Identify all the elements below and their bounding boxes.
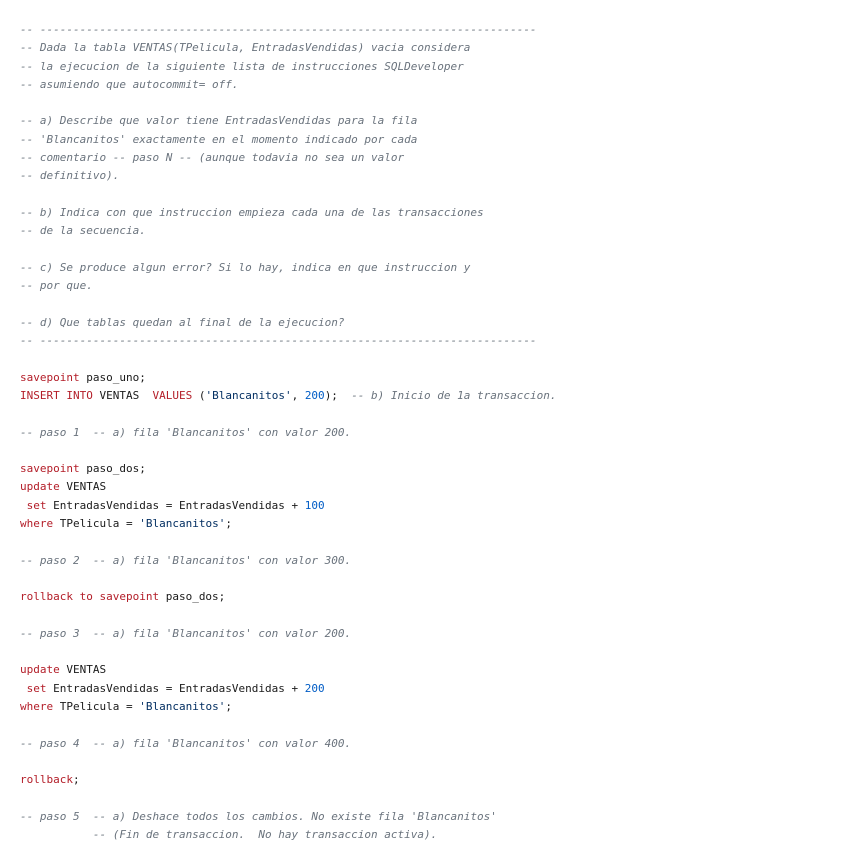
code-line <box>20 369 557 387</box>
code-line <box>20 753 557 771</box>
token-keyword: update <box>20 663 60 677</box>
token-plain-text: ; <box>72 773 80 787</box>
token-comment: -- paso 4 -- a) fila 'Blancanitos' con valor 400. <box>20 736 352 750</box>
code-line <box>20 149 557 167</box>
code-line <box>20 241 557 259</box>
token-comment: -- (Fin de transaccion. No hay transaccion activa). <box>20 828 438 842</box>
token-plain-text: TPelicula = <box>53 699 140 713</box>
code-line <box>20 625 557 643</box>
code-line <box>20 478 557 496</box>
token-plain-text: EntradasVendidas = EntradasVendidas + <box>46 498 305 512</box>
code-line <box>20 58 557 76</box>
code-line <box>20 204 557 222</box>
code-line <box>20 222 557 240</box>
token-plain-text: ); <box>324 388 352 402</box>
code-line <box>20 771 557 789</box>
code-line <box>20 826 557 844</box>
code-line <box>20 680 557 698</box>
token-comment: -- 'Blancanitos' exactamente en el momento indicado por cada <box>20 132 418 146</box>
token-plain-text: ; <box>225 517 232 531</box>
code-line <box>20 131 557 149</box>
token-comment: -- c) Se produce algun error? Si lo hay, indica en que instruccion y <box>20 260 471 274</box>
token-comment: -- b) Inicio de 1a transaccion. <box>351 388 557 402</box>
code-line <box>20 259 557 277</box>
token-string-literal: 'Blancanitos' <box>205 388 292 402</box>
code-line <box>20 424 557 442</box>
token-keyword: where <box>20 699 54 713</box>
code-line <box>20 76 557 94</box>
token-plain-text: ; <box>225 699 232 713</box>
token-keyword: savepoint <box>20 462 80 476</box>
code-line <box>20 387 557 405</box>
token-number-literal: 200 <box>304 681 325 695</box>
code-line <box>20 21 557 39</box>
token-comment: -- b) Indica con que instruccion empieza cada una de las transacciones <box>20 205 484 219</box>
token-comment: -- definitivo). <box>20 169 120 183</box>
sql-code-block <box>20 21 557 844</box>
token-comment: -- paso 2 -- a) fila 'Blancanitos' con valor 300. <box>20 553 352 567</box>
token-comment: -- de la secuencia. <box>20 224 146 238</box>
token-keyword: update <box>20 480 60 494</box>
code-line <box>20 277 557 295</box>
code-line <box>20 808 557 826</box>
token-comment: -- paso 5 -- a) Deshace todos los cambios. No existe fila 'Blancanitos' <box>20 809 497 823</box>
token-plain-text: paso_dos; <box>79 462 146 476</box>
code-line <box>20 570 557 588</box>
code-line <box>20 186 557 204</box>
token-plain-text: , <box>291 388 305 402</box>
code-line <box>20 314 557 332</box>
token-plain-text: paso_uno; <box>79 370 146 384</box>
code-line <box>20 552 557 570</box>
token-comment: -- --------------------------------------------------------------------------- <box>20 334 537 348</box>
code-line <box>20 533 557 551</box>
token-keyword: set <box>26 498 47 512</box>
token-keyword: set <box>26 681 47 695</box>
token-string-literal: 'Blancanitos' <box>139 517 226 531</box>
token-number-literal: 200 <box>304 388 325 402</box>
code-line <box>20 167 557 185</box>
token-plain-text: VENTAS <box>92 388 153 402</box>
token-comment: -- --------------------------------------------------------------------------- <box>20 23 537 36</box>
code-line <box>20 295 557 313</box>
code-line <box>20 350 557 368</box>
code-line <box>20 497 557 515</box>
token-keyword: where <box>20 517 54 531</box>
token-keyword: VALUES <box>152 388 193 402</box>
code-line <box>20 460 557 478</box>
token-comment: -- asumiendo que autocommit= off. <box>20 77 239 91</box>
token-number-literal: 100 <box>304 498 325 512</box>
token-plain-text <box>20 682 27 695</box>
code-line <box>20 716 557 734</box>
token-comment: -- comentario -- paso N -- (aunque todavia no sea un valor <box>20 151 405 165</box>
code-line <box>20 698 557 716</box>
token-plain-text: TPelicula = <box>53 517 140 531</box>
code-line <box>20 39 557 57</box>
token-keyword: rollback <box>20 773 73 787</box>
token-plain-text: VENTAS <box>59 480 107 494</box>
token-comment: -- por que. <box>20 279 93 293</box>
token-comment: -- Dada la tabla VENTAS(TPelicula, EntradasVendidas) vacia considera <box>20 41 471 55</box>
code-line <box>20 515 557 533</box>
code-line <box>20 332 557 350</box>
code-line <box>20 94 557 112</box>
code-line <box>20 588 557 606</box>
code-line <box>20 735 557 753</box>
token-comment: -- d) Que tablas quedan al final de la ejecucion? <box>20 315 345 329</box>
code-line <box>20 112 557 130</box>
token-plain-text: VENTAS <box>59 663 107 677</box>
token-comment: -- paso 1 -- a) fila 'Blancanitos' con valor 200. <box>20 425 352 439</box>
token-plain-text: ( <box>192 388 206 402</box>
token-plain-text: paso_dos; <box>159 590 226 604</box>
token-comment: -- la ejecucion de la siguiente lista de instrucciones SQLDeveloper <box>20 59 464 73</box>
token-plain-text <box>20 499 27 512</box>
token-plain-text: EntradasVendidas = EntradasVendidas + <box>46 681 305 695</box>
code-line <box>20 405 557 423</box>
token-keyword: savepoint <box>20 370 80 384</box>
token-keyword: INSERT INTO <box>20 388 93 402</box>
token-comment: -- paso 3 -- a) fila 'Blancanitos' con valor 200. <box>20 626 352 640</box>
code-line <box>20 607 557 625</box>
code-line <box>20 789 557 807</box>
code-line <box>20 661 557 679</box>
token-keyword: rollback to savepoint <box>20 590 160 604</box>
code-line <box>20 442 557 460</box>
token-string-literal: 'Blancanitos' <box>139 699 226 713</box>
token-comment: -- a) Describe que valor tiene EntradasVendidas para la fila <box>20 114 418 128</box>
code-line <box>20 643 557 661</box>
